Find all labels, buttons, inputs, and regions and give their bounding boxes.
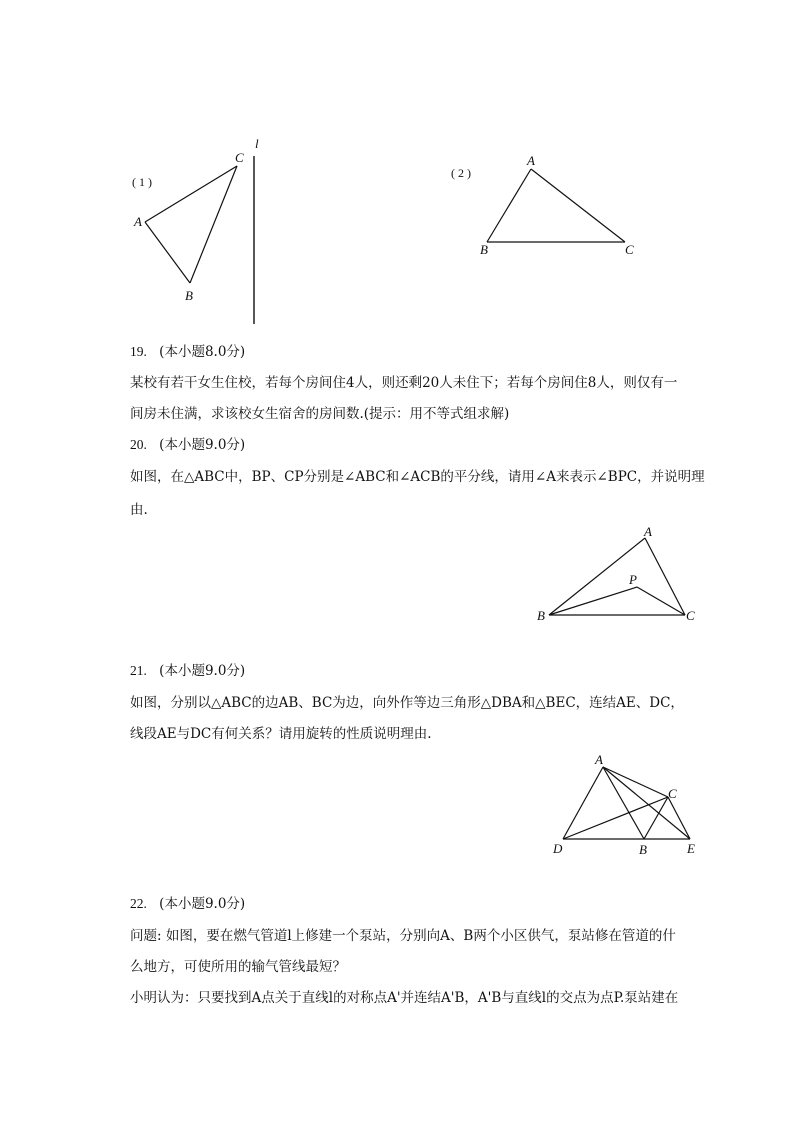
line-l-label: l [255,136,259,151]
segment-AE [603,767,690,839]
question-21-text-line-2: 线段AE与DC有何关系？请用旋转的性质说明理由. [130,726,432,742]
vertex-C-label: C [625,242,634,257]
question-19-text-line-2: 间房未住满，求该校女生宿舍的房间数.(提示：用不等式组求解) [130,406,510,422]
question-21-text-line-1: 如图，分别以△ABC的边AB、BC为边，向外作等边三角形△DBA和△BEC，连结AE、DC， [130,695,684,711]
question-22-text-line-3: 小明认为：只要找到A点关于直线l的对称点A'并连结A'B，A'B与直线l的交点为点P.泵站建在 [130,990,679,1006]
vertex-P-label: P [629,572,637,587]
question-22-text-line-2: 么地方，可使所用的输气管线最短？ [130,959,346,975]
figure-1-svg [120,130,280,330]
segment-AC [603,767,668,797]
question-number: 22. [130,896,147,911]
vertex-A-label: A [134,214,142,229]
vertex-B-label: B [639,842,647,857]
segment-DC [563,797,668,839]
figure-21 [545,750,705,860]
question-number: 19. [130,344,147,359]
question-22-text-line-1: 问题: 如图，要在燃气管道l上修建一个泵站，分别向A、B两个小区供气，泵站修在管道的什 [130,928,676,944]
segment-BP [549,587,637,615]
figure-20 [530,520,710,630]
figure-2-label: ( 2 ) [451,166,471,180]
vertex-C-label: C [686,608,695,623]
vertex-A-label: A [644,524,652,539]
question-19-text-line-1: 某校有若干女生住校，若每个房间住4人，则还剩20人未住下；若每个房间住8人，则仅有一 [130,375,678,391]
question-score: (本小题9.0分) [159,896,246,912]
segment-AB [603,767,644,839]
figure-2-svg [440,150,650,265]
segment-DA [563,767,603,839]
figure-1 [120,130,280,330]
figure-20-svg [530,520,710,630]
question-22-header [130,894,245,914]
figure-1-label: ( 1 ) [132,175,152,189]
question-20-header [130,435,245,455]
vertex-A-label: A [527,153,535,168]
segment-CA [531,169,625,242]
question-21-header [130,661,245,681]
question-score: (本小题8.0分) [159,344,246,360]
vertex-A-label: A [595,752,603,767]
question-score: (本小题9.0分) [159,437,246,453]
vertex-C-label: C [235,150,244,165]
question-20-text-line-1: 如图，在△ABC中，BP、CP分别是∠ABC和∠ACB的平分线，请用∠A来表示∠BPC，并说明理 [130,469,705,485]
question-number: 20. [130,437,147,452]
figure-2 [440,150,650,265]
vertex-B-label: B [537,608,545,623]
segment-CE [668,797,690,839]
segment-BC [190,166,237,283]
segment-AB [145,222,190,283]
vertex-C-label: C [668,786,677,801]
question-20-text-line-2: 由. [130,502,148,518]
question-number: 21. [130,663,147,678]
vertex-B-label: B [480,242,488,257]
segment-AB [487,169,531,242]
vertex-E-label: E [687,841,695,856]
figure-21-svg [545,750,705,860]
segment-CA [145,166,237,222]
question-score: (本小题9.0分) [159,663,246,679]
vertex-B-label: B [185,288,193,303]
question-19-header [130,342,245,362]
vertex-D-label: D [553,841,563,856]
